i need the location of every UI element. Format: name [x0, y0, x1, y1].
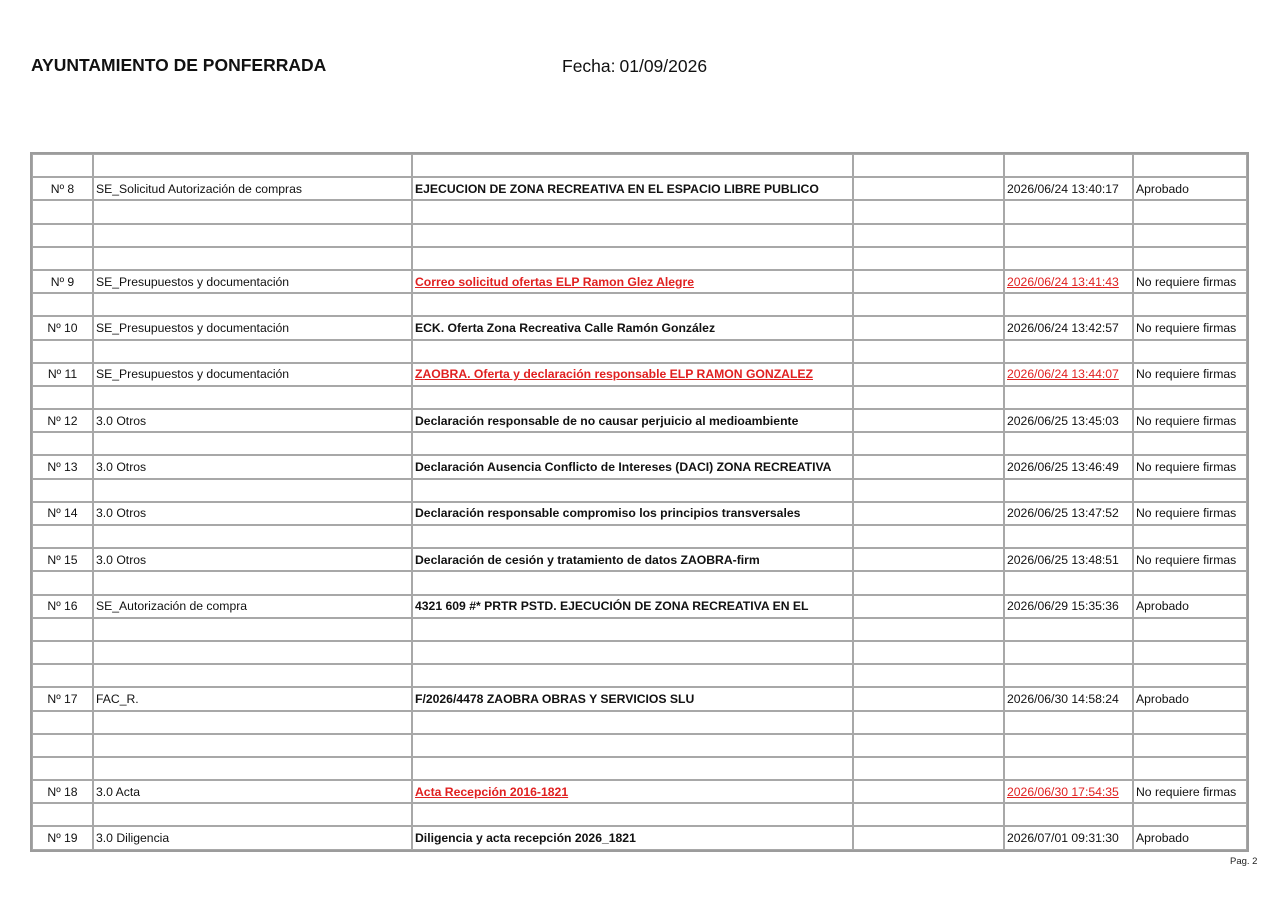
row-number	[32, 479, 93, 502]
row-document-title	[412, 618, 853, 641]
row-status	[1133, 571, 1247, 594]
row-document-title	[412, 757, 853, 780]
row-document-title	[412, 479, 853, 502]
row-empty-cell	[853, 641, 1004, 664]
table-row	[32, 270, 1247, 293]
row-document-title: Declaración responsable compromiso los principios transversales	[412, 502, 853, 525]
row-date[interactable]: 2026/06/24 13:41:43	[1004, 270, 1133, 293]
row-document-title: ECK. Oferta Zona Recreativa Calle Ramón González	[412, 316, 853, 339]
row-document-title[interactable]: ZAOBRA. Oferta y declaración responsable ELP RAMON GONZALEZ	[412, 363, 853, 386]
row-empty-cell	[853, 293, 1004, 316]
row-document-type: 3.0 Otros	[93, 548, 412, 571]
row-document-type	[93, 664, 412, 687]
table-row	[32, 502, 1247, 525]
row-date[interactable]: 2026/06/24 13:44:07	[1004, 363, 1133, 386]
row-document-title	[412, 200, 853, 223]
row-document-type: SE_Solicitud Autorización de compras	[93, 177, 412, 200]
row-status: Aprobado	[1133, 595, 1247, 618]
row-document-type	[93, 293, 412, 316]
row-date	[1004, 224, 1133, 247]
row-document-title[interactable]: Correo solicitud ofertas ELP Ramon Glez Alegre	[412, 270, 853, 293]
row-empty-cell	[853, 154, 1004, 177]
row-empty-cell	[853, 270, 1004, 293]
table-row	[32, 479, 1247, 502]
row-status	[1133, 340, 1247, 363]
row-document-type	[93, 618, 412, 641]
table-row	[32, 757, 1247, 780]
row-empty-cell	[853, 340, 1004, 363]
row-document-title	[412, 224, 853, 247]
row-empty-cell	[853, 363, 1004, 386]
row-date	[1004, 803, 1133, 826]
row-document-type: SE_Presupuestos y documentación	[93, 316, 412, 339]
row-empty-cell	[853, 780, 1004, 803]
table-row	[32, 247, 1247, 270]
row-empty-cell	[853, 548, 1004, 571]
row-date	[1004, 479, 1133, 502]
row-status	[1133, 641, 1247, 664]
row-document-title: Declaración responsable de no causar perjuicio al medioambiente	[412, 409, 853, 432]
row-document-title	[412, 340, 853, 363]
row-document-type	[93, 200, 412, 223]
row-document-type	[93, 525, 412, 548]
row-date: 2026/06/25 13:48:51	[1004, 548, 1133, 571]
row-empty-cell	[853, 664, 1004, 687]
row-date: 2026/06/25 13:46:49	[1004, 455, 1133, 478]
row-document-title	[412, 247, 853, 270]
row-document-type	[93, 154, 412, 177]
row-number: Nº 11	[32, 363, 93, 386]
row-number	[32, 224, 93, 247]
row-document-type: SE_Presupuestos y documentación	[93, 363, 412, 386]
row-number	[32, 200, 93, 223]
row-document-type	[93, 734, 412, 757]
row-number	[32, 293, 93, 316]
row-empty-cell	[853, 455, 1004, 478]
row-number: Nº 14	[32, 502, 93, 525]
row-status	[1133, 154, 1247, 177]
row-empty-cell	[853, 200, 1004, 223]
table-row	[32, 803, 1247, 826]
table-row	[32, 525, 1247, 548]
page-number: Pag. 2	[1230, 856, 1258, 867]
row-status	[1133, 247, 1247, 270]
row-number	[32, 711, 93, 734]
documents-table	[30, 152, 1249, 852]
table-row	[32, 177, 1247, 200]
row-document-type: FAC_R.	[93, 687, 412, 710]
row-number: Nº 13	[32, 455, 93, 478]
row-date: 2026/06/30 14:58:24	[1004, 687, 1133, 710]
row-date: 2026/06/29 15:35:36	[1004, 595, 1133, 618]
table-row	[32, 618, 1247, 641]
row-empty-cell	[853, 316, 1004, 339]
row-status	[1133, 803, 1247, 826]
table-row	[32, 363, 1247, 386]
row-number	[32, 618, 93, 641]
date-label: Fecha:	[562, 56, 616, 76]
row-empty-cell	[853, 757, 1004, 780]
row-status	[1133, 293, 1247, 316]
row-number	[32, 757, 93, 780]
table-row	[32, 571, 1247, 594]
row-date	[1004, 571, 1133, 594]
row-number: Nº 15	[32, 548, 93, 571]
row-status: Aprobado	[1133, 177, 1247, 200]
row-empty-cell	[853, 432, 1004, 455]
row-status	[1133, 525, 1247, 548]
row-date	[1004, 340, 1133, 363]
row-document-type: SE_Presupuestos y documentación	[93, 270, 412, 293]
row-empty-cell	[853, 247, 1004, 270]
row-document-title	[412, 386, 853, 409]
table-row	[32, 826, 1247, 849]
row-empty-cell	[853, 687, 1004, 710]
row-document-title	[412, 711, 853, 734]
row-status	[1133, 618, 1247, 641]
row-document-type: 3.0 Otros	[93, 409, 412, 432]
row-status: Aprobado	[1133, 826, 1247, 849]
row-status	[1133, 734, 1247, 757]
row-empty-cell	[853, 409, 1004, 432]
row-number	[32, 571, 93, 594]
row-date	[1004, 618, 1133, 641]
row-date: 2026/06/24 13:40:17	[1004, 177, 1133, 200]
row-status: No requiere firmas	[1133, 316, 1247, 339]
row-status	[1133, 386, 1247, 409]
row-status	[1133, 757, 1247, 780]
table-row	[32, 687, 1247, 710]
row-date	[1004, 711, 1133, 734]
table-row	[32, 780, 1247, 803]
row-date	[1004, 664, 1133, 687]
row-empty-cell	[853, 479, 1004, 502]
row-status: No requiere firmas	[1133, 548, 1247, 571]
row-document-title: Diligencia y acta recepción 2026_1821	[412, 826, 853, 849]
table-row	[32, 293, 1247, 316]
table-row	[32, 409, 1247, 432]
row-date	[1004, 734, 1133, 757]
row-number	[32, 154, 93, 177]
row-document-title: Declaración Ausencia Conflicto de Intereses (DACI) ZONA RECREATIVA	[412, 455, 853, 478]
row-date: 2026/06/24 13:42:57	[1004, 316, 1133, 339]
row-document-type: SE_Autorización de compra	[93, 595, 412, 618]
row-document-title	[412, 432, 853, 455]
table-row	[32, 595, 1247, 618]
row-empty-cell	[853, 826, 1004, 849]
row-empty-cell	[853, 177, 1004, 200]
row-number	[32, 432, 93, 455]
row-number: Nº 16	[32, 595, 93, 618]
row-document-type	[93, 432, 412, 455]
row-status: No requiere firmas	[1133, 363, 1247, 386]
row-status: No requiere firmas	[1133, 409, 1247, 432]
row-document-type	[93, 479, 412, 502]
row-document-type	[93, 386, 412, 409]
row-empty-cell	[853, 502, 1004, 525]
table-row	[32, 664, 1247, 687]
table-row	[32, 386, 1247, 409]
table-row	[32, 641, 1247, 664]
table-row	[32, 340, 1247, 363]
row-number: Nº 19	[32, 826, 93, 849]
row-status	[1133, 200, 1247, 223]
row-document-title	[412, 803, 853, 826]
row-document-type	[93, 340, 412, 363]
row-number	[32, 247, 93, 270]
row-document-title: Declaración de cesión y tratamiento de datos ZAOBRA-firm	[412, 548, 853, 571]
row-number: Nº 8	[32, 177, 93, 200]
row-document-title	[412, 664, 853, 687]
row-number: Nº 18	[32, 780, 93, 803]
row-date	[1004, 525, 1133, 548]
row-empty-cell	[853, 525, 1004, 548]
row-date	[1004, 641, 1133, 664]
row-document-title: EJECUCION DE ZONA RECREATIVA EN EL ESPACIO LIBRE PUBLICO	[412, 177, 853, 200]
row-empty-cell	[853, 595, 1004, 618]
row-number: Nº 9	[32, 270, 93, 293]
row-number	[32, 734, 93, 757]
row-status	[1133, 432, 1247, 455]
row-document-type	[93, 641, 412, 664]
row-document-title	[412, 293, 853, 316]
row-date: 2026/07/01 09:31:30	[1004, 826, 1133, 849]
row-date: 2026/06/25 13:47:52	[1004, 502, 1133, 525]
date-value: 01/09/2026	[619, 56, 708, 76]
row-document-type	[93, 571, 412, 594]
row-document-title	[412, 641, 853, 664]
row-document-type	[93, 803, 412, 826]
table-row	[32, 548, 1247, 571]
row-document-title	[412, 734, 853, 757]
row-date	[1004, 293, 1133, 316]
row-status: No requiere firmas	[1133, 455, 1247, 478]
row-document-title	[412, 154, 853, 177]
row-status: No requiere firmas	[1133, 270, 1247, 293]
row-date	[1004, 247, 1133, 270]
row-document-title	[412, 571, 853, 594]
row-date	[1004, 386, 1133, 409]
row-document-type	[93, 757, 412, 780]
row-number	[32, 803, 93, 826]
row-status	[1133, 224, 1247, 247]
row-status: Aprobado	[1133, 687, 1247, 710]
row-number: Nº 12	[32, 409, 93, 432]
row-document-type	[93, 224, 412, 247]
row-empty-cell	[853, 386, 1004, 409]
row-date	[1004, 200, 1133, 223]
table-row	[32, 200, 1247, 223]
row-empty-cell	[853, 803, 1004, 826]
row-empty-cell	[853, 571, 1004, 594]
row-number	[32, 664, 93, 687]
row-status: No requiere firmas	[1133, 502, 1247, 525]
row-status	[1133, 479, 1247, 502]
row-number: Nº 10	[32, 316, 93, 339]
row-number	[32, 386, 93, 409]
table-row	[32, 734, 1247, 757]
row-empty-cell	[853, 224, 1004, 247]
row-date	[1004, 432, 1133, 455]
row-empty-cell	[853, 618, 1004, 641]
row-document-title	[412, 525, 853, 548]
row-document-type: 3.0 Otros	[93, 455, 412, 478]
organization-name: AYUNTAMIENTO DE PONFERRADA	[31, 55, 327, 75]
row-document-title: 4321 609 #* PRTR PSTD. EJECUCIÓN DE ZONA RECREATIVA EN EL	[412, 595, 853, 618]
table-row	[32, 455, 1247, 478]
row-document-type: 3.0 Acta	[93, 780, 412, 803]
row-document-title: F/2026/4478 ZAOBRA OBRAS Y SERVICIOS SLU	[412, 687, 853, 710]
row-number	[32, 340, 93, 363]
row-number: Nº 17	[32, 687, 93, 710]
row-date	[1004, 154, 1133, 177]
row-document-title[interactable]: Acta Recepción 2016-1821	[412, 780, 853, 803]
document-date	[562, 56, 707, 77]
row-empty-cell	[853, 734, 1004, 757]
row-number	[32, 525, 93, 548]
table-row	[32, 432, 1247, 455]
row-date	[1004, 757, 1133, 780]
row-status	[1133, 711, 1247, 734]
row-date: 2026/06/25 13:45:03	[1004, 409, 1133, 432]
row-number	[32, 641, 93, 664]
table-row	[32, 316, 1247, 339]
table-row	[32, 154, 1247, 177]
table-row	[32, 224, 1247, 247]
row-document-type: 3.0 Diligencia	[93, 826, 412, 849]
row-document-type	[93, 247, 412, 270]
row-status	[1133, 664, 1247, 687]
row-empty-cell	[853, 711, 1004, 734]
row-status: No requiere firmas	[1133, 780, 1247, 803]
row-date[interactable]: 2026/06/30 17:54:35	[1004, 780, 1133, 803]
table-row	[32, 711, 1247, 734]
row-document-type	[93, 711, 412, 734]
row-document-type: 3.0 Otros	[93, 502, 412, 525]
